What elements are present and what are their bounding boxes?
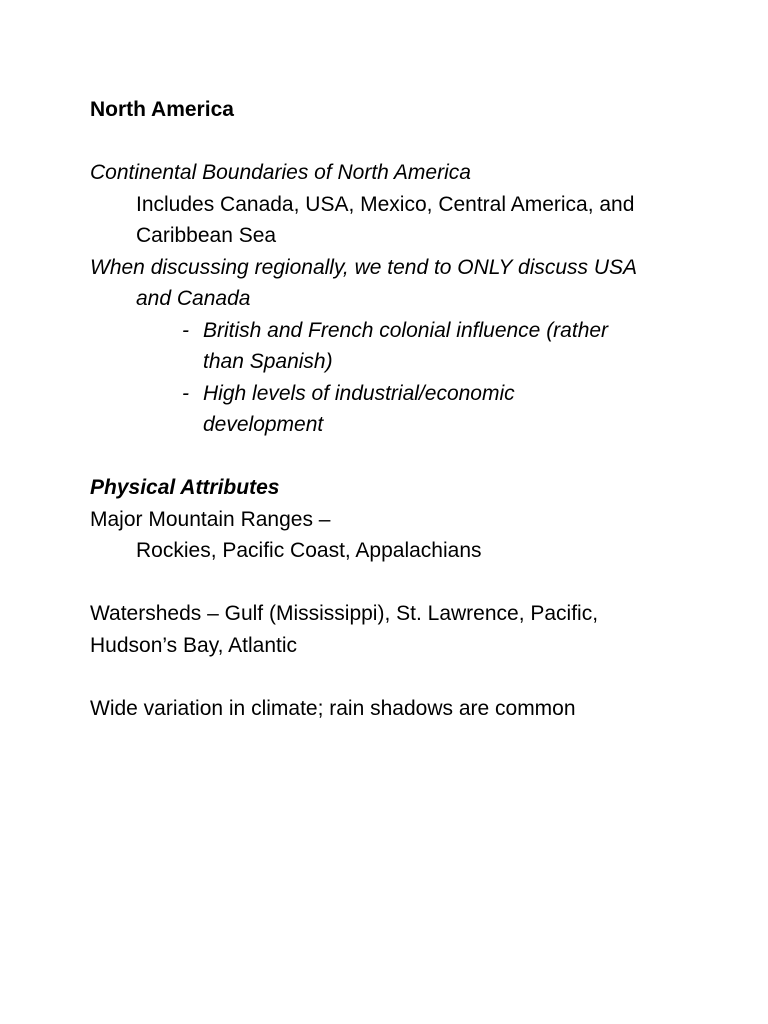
bullet-item-colonial: [90, 315, 690, 347]
bullet-text-line-1: High levels of industrial/economic: [203, 381, 515, 405]
blank-line: [90, 126, 690, 158]
climate-text: Wide variation in climate; rain shadows are common: [90, 696, 576, 720]
mountains-list: Rockies, Pacific Coast, Appalachians: [136, 539, 482, 562]
bullet-text-line-1: British and French colonial influence (rather: [203, 318, 609, 342]
section-heading-boundaries: Continental Boundaries of North America: [90, 161, 471, 184]
includes-text-line-1: Includes Canada, USA, Mexico, Central America, and: [136, 192, 635, 216]
bullet-text-line-2: development: [203, 413, 324, 436]
regional-text-line-1: When discussing regionally, we tend to ONLY discuss USA: [90, 255, 638, 279]
section-heading-physical: Physical Attributes: [90, 476, 280, 499]
watersheds-line-1: Watersheds – Gulf (Mississippi), St. Lawrence, Pacific,: [90, 602, 599, 625]
includes-text-line-2: Caribbean Sea: [136, 224, 277, 247]
bullet-dash: -: [182, 381, 189, 405]
mountains-label: Major Mountain Ranges –: [90, 507, 331, 531]
page-title: North America: [90, 98, 234, 121]
bullet-text-line-2: than Spanish): [203, 350, 333, 373]
bullet-dash: -: [182, 318, 189, 342]
blank-line: [90, 567, 690, 599]
regional-text-line-2: and Canada: [136, 287, 251, 310]
bullet-item-industrial: [90, 378, 690, 410]
blank-line: [90, 661, 690, 693]
blank-line: [90, 441, 690, 473]
watersheds-line-2: Hudson’s Bay, Atlantic: [90, 633, 298, 657]
document-body: [90, 94, 690, 724]
